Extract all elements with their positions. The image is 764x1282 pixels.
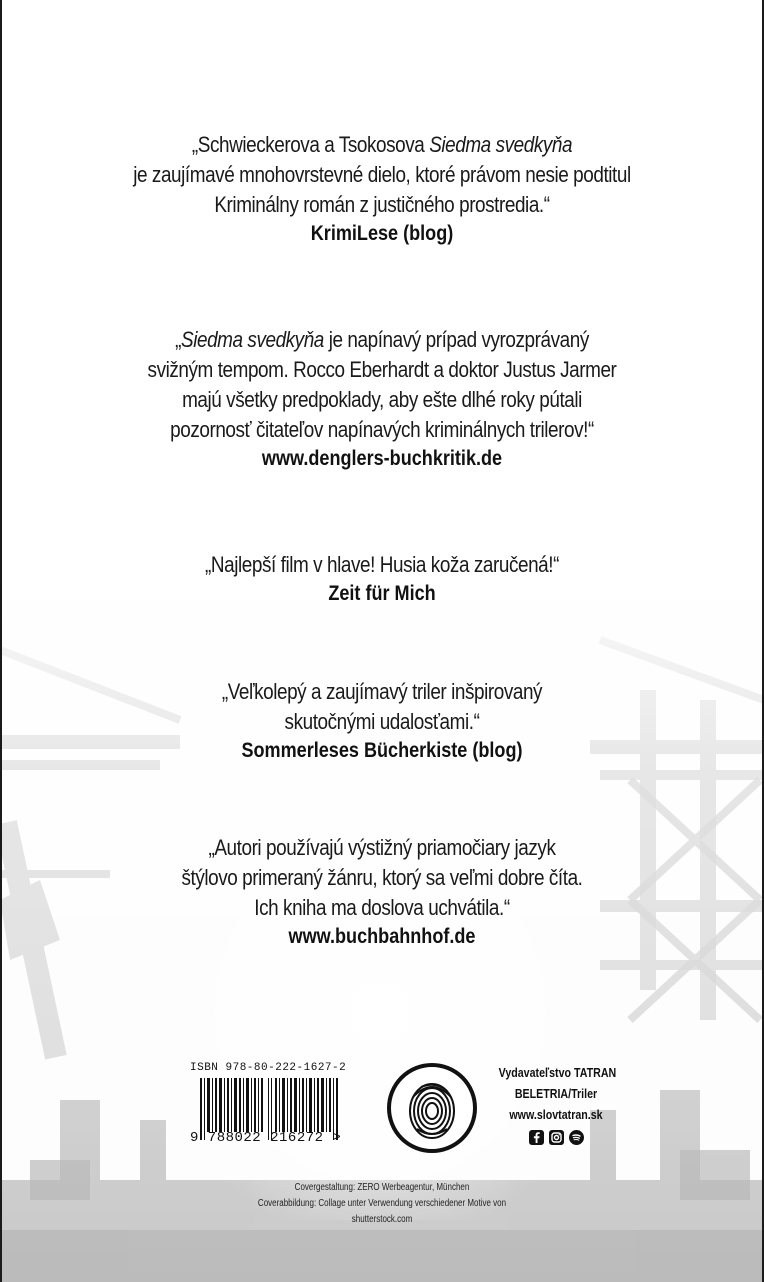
book-title-italic: Siedma svedkyňa: [181, 327, 324, 352]
review-quote-5: [60, 833, 704, 951]
quote-line: „Autori používajú výstižný priamočiary jazyk: [208, 835, 556, 860]
quote-line: pozornosť čitateľov napínavých kriminálnych trilerov!“: [170, 417, 594, 442]
quote-text: [105, 325, 659, 445]
quote-source: www.buchbahnhof.de: [288, 925, 476, 948]
book-title-italic: Siedma svedkyňa: [429, 132, 573, 157]
cover-credits: [200, 1180, 564, 1228]
quote-line: „Najlepší film v hlave! Husia koža zaručená!“: [205, 552, 559, 577]
fingerprint-icon: [391, 1067, 473, 1149]
spotify-icon[interactable]: [569, 1130, 584, 1145]
review-quote-4: [60, 677, 704, 765]
quote-text: [105, 550, 659, 580]
barcode-digits: 9 788022 216272 >: [190, 1130, 342, 1146]
instagram-icon[interactable]: [549, 1130, 564, 1145]
publisher-series: BELETRIA/Triler: [514, 1086, 598, 1101]
isbn-label: ISBN 978-80-222-1627-2: [190, 1062, 347, 1074]
quote-line: je napínavý prípad vyrozprávaný: [323, 327, 589, 352]
quote-line: majú všetky predpoklady, aby ešte dlhé roky pútali: [182, 387, 582, 412]
left-border-line: [0, 0, 2, 1282]
quote-source: KrimiLese (blog): [310, 222, 454, 245]
quote-line: Kriminálny román z justičného prostredia.“: [214, 192, 550, 217]
credits-line: Coverabbildung: Collage unter Verwendung verschiedener Motive von: [257, 1198, 507, 1209]
quote-line: „Veľkolepý a zaujímavý triler inšpirovaný: [221, 679, 543, 704]
quote-line: „: [175, 327, 182, 352]
publisher-name: Vydavateľstvo TATRAN: [498, 1065, 617, 1080]
credits-line: Covergestaltung: ZERO Werbeagentur, München: [294, 1182, 470, 1193]
quote-line: je zaujímavé mnohovrstevné dielo, ktoré právom nesie podtitul: [133, 162, 631, 187]
quote-line: štýlovo primeraný žánru, ktorý sa veľmi dobre číta.: [181, 865, 583, 890]
review-quote-2: [60, 325, 704, 473]
review-quote-3: [60, 550, 704, 608]
quote-line: Ich kniha ma doslova uchvátila.“: [254, 895, 510, 920]
quote-line: svižným tempom. Rocco Eberhardt a doktor Justus Jarmer: [147, 357, 617, 382]
isbn-barcode-block: [190, 1062, 370, 1152]
quote-source: Sommerleses Bücherkiste (blog): [241, 739, 523, 762]
fingerprint-logo: [387, 1063, 477, 1153]
social-icons: [486, 1130, 626, 1145]
quote-line: skutočnými udalosťami.“: [284, 709, 480, 734]
publisher-website[interactable]: www.slovtatran.sk: [509, 1107, 603, 1122]
quote-text: [105, 677, 659, 737]
quote-source: www.denglers-buchkritik.de: [261, 447, 503, 470]
facebook-icon[interactable]: [529, 1130, 544, 1145]
quote-text: [105, 130, 659, 220]
quote-text: [105, 833, 659, 923]
publisher-info: [486, 1062, 626, 1145]
credits-line: shutterstock.com: [351, 1214, 413, 1225]
quote-line: „Schwieckerova a Tsokosova: [191, 132, 430, 157]
review-quote-1: [60, 130, 704, 248]
quote-source: Zeit für Mich: [328, 582, 436, 605]
